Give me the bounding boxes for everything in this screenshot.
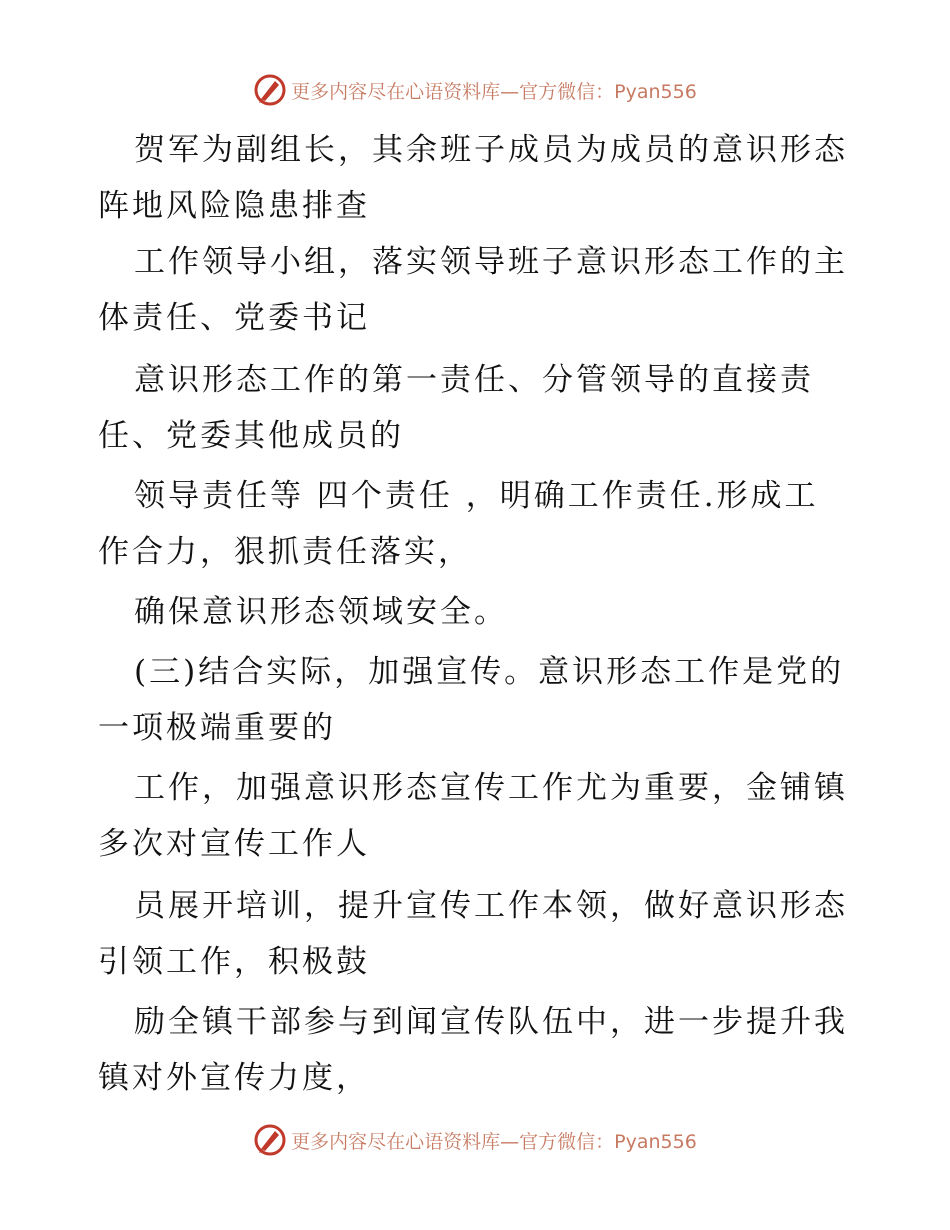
pen-logo-icon — [253, 1123, 287, 1157]
text-line: 一项极端重要的 — [98, 710, 336, 746]
header-banner[interactable] — [0, 70, 950, 110]
text-line: 工作，加强意识形态宣传工作尤为重要，金铺镇 — [134, 770, 848, 806]
text-line: 引领工作，积极鼓 — [98, 944, 370, 980]
header-banner-text: 更多内容尽在心语资料库—官方微信：Pyan556 — [291, 80, 697, 103]
text-line: 体责任、党委书记 — [98, 300, 370, 336]
text-line: (三)结合实际，加强宣传。意识形态工作是党的 — [134, 654, 845, 690]
footer-banner-text: 更多内容尽在心语资料库—官方微信：Pyan556 — [291, 1130, 697, 1153]
text-line: 贺军为副组长，其余班子成员为成员的意识形态 — [134, 132, 848, 168]
text-line: 领导责任等 四个责任 ，明确工作责任.形成工 — [134, 478, 819, 514]
text-line: 阵地风险隐患排查 — [98, 188, 370, 224]
text-line: 镇对外宣传力度， — [98, 1060, 370, 1096]
footer-banner[interactable] — [0, 1120, 950, 1160]
text-line: 确保意识形态领域安全。 — [134, 594, 508, 630]
text-line: 意识形态工作的第一责任、分管领导的直接责 — [134, 362, 814, 398]
text-line: 励全镇干部参与到闻宣传队伍中，进一步提升我 — [134, 1004, 848, 1040]
text-line: 作合力，狠抓责任落实， — [98, 534, 472, 570]
text-line: 任、党委其他成员的 — [98, 418, 404, 454]
text-line: 员展开培训，提升宣传工作本领，做好意识形态 — [134, 888, 848, 924]
text-line: 多次对宣传工作人 — [98, 826, 370, 862]
text-line: 工作领导小组，落实领导班子意识形态工作的主 — [134, 244, 848, 280]
pen-logo-icon — [253, 73, 287, 107]
